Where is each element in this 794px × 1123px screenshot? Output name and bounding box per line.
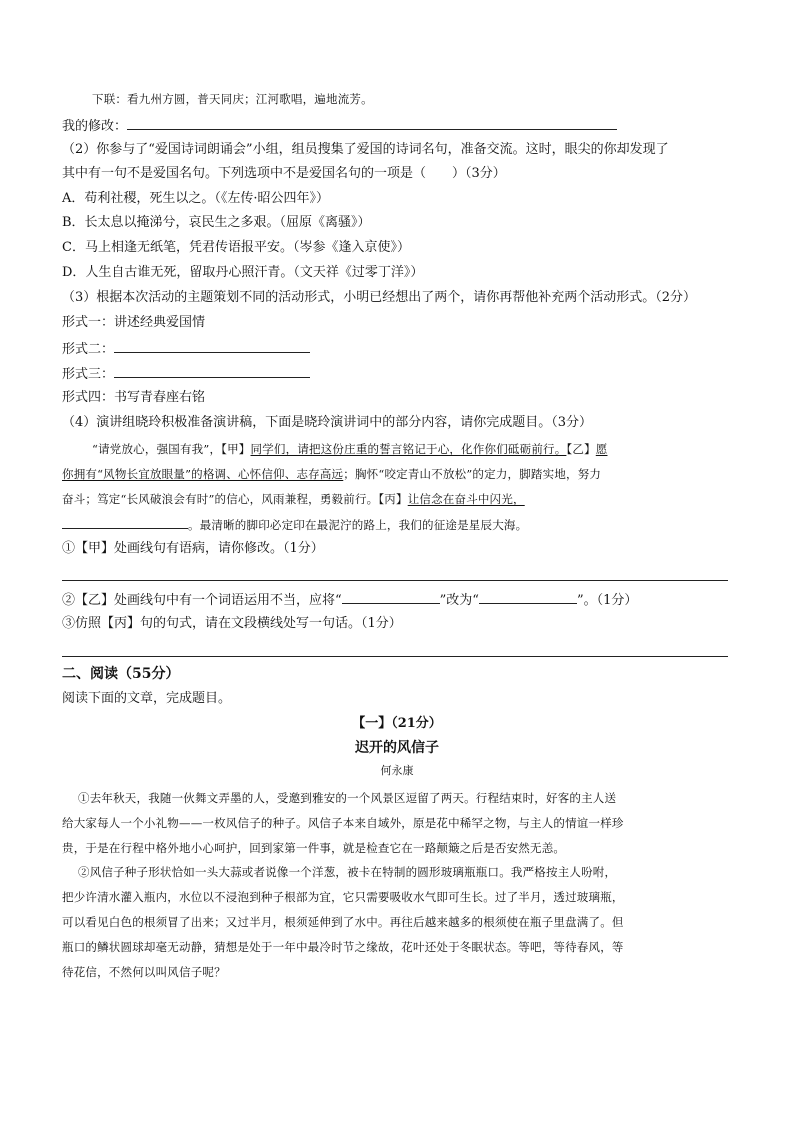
speech-yi-label: 【乙】 (566, 442, 596, 456)
p2-line-1: ②风信子种子形状恰如一头大蒜或者说像一个洋葱，被卡在特制的圆形玻璃瓶瓶口。我严格按主人吩咐， (78, 865, 617, 879)
p1-line-1: ①去年秋天，我随一伙舞文弄墨的人，受邀到雅安的一个风景区逗留了两天。行程结束时，好客的主人送 (78, 791, 617, 805)
reading-section-heading: 二、阅读（55分） (62, 666, 180, 682)
speech-jia-underlined: 同学们，请把这份庄重的誓言铭记于心，化作你们砥砺前行。 (250, 442, 567, 456)
speech-line-2 (62, 464, 601, 484)
sub2-blank-original[interactable] (342, 589, 440, 604)
speech-yi-start: 愿 (595, 442, 608, 456)
sub2-text-c: ”。（1分） (576, 593, 638, 608)
option-a: A．苟利社稷，死生以之。（《左传·昭公四年》） (62, 191, 330, 206)
speech-fill-blank[interactable] (62, 514, 188, 529)
p1-line-2: 给大家每人一个小礼物——一枚风信子的种子。风信子本来自域外，原是花中稀罕之物，与主人的情谊一样珍 (62, 816, 624, 830)
sub2-blank-replacement[interactable] (479, 589, 577, 604)
form-one: 形式一：讲述经典爱国情 (62, 315, 206, 330)
speech-jia-label: “请党放心，强国有我”，【甲】 (92, 442, 251, 456)
answer-line-3[interactable] (62, 656, 728, 657)
speech-line-3 (62, 489, 525, 509)
form-two-label: 形式二： (62, 342, 115, 357)
q2-line-1: （2）你参与了“爱国诗词朗诵会”小组，组员搜集了爱国的诗词名句，准备交流。这时，眼尖的你却发现了 (62, 142, 669, 157)
form-four: 形式四：书写青春座右铭 (62, 390, 206, 405)
speech-line-4 (62, 514, 527, 535)
p1-line-3: 贵，于是在行程中格外地小心呵护，回到家第一件事，就是检查它在一路颠簸之后是否安然无恙。 (62, 841, 566, 855)
sub-question-1: ①【甲】处画线句有语病，请你修改。（1分） (62, 541, 324, 556)
form-three-blank[interactable] (114, 363, 310, 378)
reading-instruction: 阅读下面的文章，完成题目。 (62, 691, 232, 706)
q2-line-2: 其中有一句不是爱国名句。下列选项中不是爱国名句的一项是（ ）（3分） (62, 166, 506, 181)
sub2-text-b: ”改为“ (439, 593, 479, 608)
form-three-label: 形式三： (62, 367, 115, 382)
form-two-row (62, 338, 310, 360)
speech-yi-underlined: 你拥有“风物长宜放眼量”的格调、心怀信仰、志存高远 (62, 467, 344, 481)
sub-question-3: ③仿照【丙】句的句式，请在文段横线处写一句话。（1分） (62, 616, 402, 631)
answer-line-1[interactable] (62, 580, 728, 581)
option-c: C．马上相逢无纸笔，凭君传语报平安。（岑参《逢入京使》） (62, 240, 410, 255)
passage-author: 何永康 (380, 764, 414, 777)
my-fix-answer-blank[interactable] (127, 115, 617, 130)
q4-prompt: （4）演讲组晓玲积极准备演讲稿，下面是晓玲演讲词中的部分内容，请你完成题目。（3分） (62, 415, 593, 430)
passage-section-label: 【一】（21分） (352, 716, 442, 731)
speech-line-2-rest: ；胸怀“咬定青山不放松”的定力，脚踏实地，努力 (343, 467, 602, 481)
sub2-text-a: ②【乙】处画线句中有一个词语运用不当，应将“ (62, 593, 342, 608)
my-fix-row (62, 115, 617, 137)
speech-line-4-text: 。最清晰的脚印必定印在最泥泞的路上，我们的征途是星辰大海。 (188, 518, 528, 532)
form-two-blank[interactable] (114, 338, 310, 353)
option-b: B．长太息以掩涕兮，哀民生之多艰。（屈原《离骚》） (62, 215, 371, 230)
p2-line-4: 瓶口的鳞状圆球却毫无动静，猜想是处于一年中最冷时节之缘故，花叶还处于冬眠状态。等吧，等待春风，等 (62, 940, 624, 954)
speech-line-1 (92, 439, 607, 459)
p2-line-5: 待花信，不然何以叫风信子呢？ (62, 965, 226, 979)
speech-line-3-text: 奋斗；笃定“长风破浪会有时”的信心，风雨兼程，勇毅前行。【丙】 (62, 492, 408, 506)
my-fix-label: 我的修改： (62, 119, 128, 134)
passage-title: 迟开的风信子 (355, 740, 439, 756)
speech-bing-underlined: 让信念在奋斗中闪光， (407, 492, 525, 506)
option-d: D．人生自古谁无死，留取丹心照汗青。（文天祥《过零丁洋》） (62, 265, 424, 280)
p2-line-3: 可以看见白色的根须冒了出来；又过半月，根须延伸到了水中。再往后越来越多的根须使在瓶子里盘满了。但 (62, 915, 624, 929)
q3-prompt: （3）根据本次活动的主题策划不同的活动形式，小明已经想出了两个，请你再帮他补充两个活动形式。（2分） (62, 290, 697, 305)
sub-question-2 (62, 589, 637, 611)
p2-line-2: 把少许清水灌入瓶内，水位以不浸泡到种子根部为宜，它只需要吸收水气即可生长。过了半月，透过玻璃瓶， (62, 890, 624, 904)
form-three-row (62, 363, 310, 385)
couplet-lower-line: 下联：看九州方圆，普天同庆；江河歌唱，遍地流芳。 (92, 92, 373, 106)
